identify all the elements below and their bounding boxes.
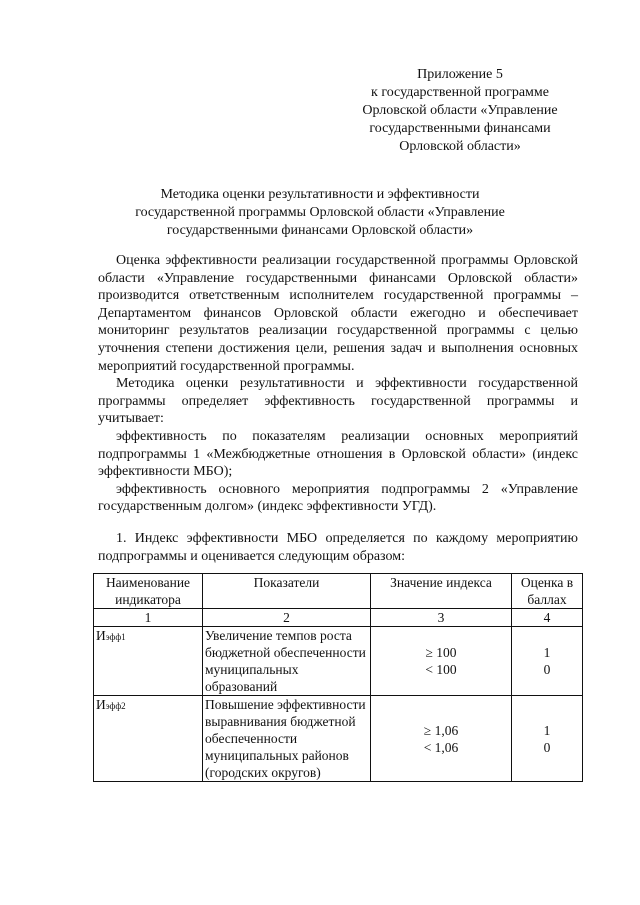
score-cell [512,696,583,782]
column-number: 1 [94,609,203,627]
document-body [98,252,578,565]
index-value: < 100 [425,662,457,677]
column-number: 3 [371,609,512,627]
table-header-row [94,574,583,609]
column-number: 4 [512,609,583,627]
column-header: Наименование индикатора [94,574,203,609]
indicator-symbol: И [96,697,106,712]
annex-line: Приложение 5 [417,67,503,82]
paragraph: эффективность по показателям реализации основных мероприятий подпрограммы 1 «Межбюджетные отношения в Орловской области» (индекс эффективности МБО); [98,428,578,480]
annex-line: Орловской области» [399,139,521,154]
indicator-cell [94,627,203,696]
column-header: Показатели [203,574,371,609]
index-table [93,573,583,782]
score-value: 1 [543,645,551,660]
index-value: ≥ 1,06 [423,722,459,738]
column-header: Значение индекса [371,574,512,609]
annex-header [330,66,590,156]
index-value-cell [371,696,512,782]
index-value: < 1,06 [423,739,459,755]
table-row [94,696,583,782]
index-value: ≥ 100 [425,645,457,660]
title-line: государственными финансами Орловской области» [166,223,474,238]
paragraph: 1. Индекс эффективности МБО определяется по каждому мероприятию подпрограммы и оценивается следующим образом: [98,530,578,564]
annex-line: государственными финансами [369,121,551,136]
indicator-text: Повышение эффективности выравнивания бюджетной обеспеченности муниципальных районов (городских округов) [203,696,371,782]
column-number: 2 [203,609,371,627]
index-value-cell [371,627,512,696]
paragraph: Оценка эффективности реализации государственной программы Орловской области «Управление государственными финансами Орловской области» производится ответственным исполнителем государственной программы – Департаментом финансов Орловской области ежегодно и обеспечивает мониторинг результатов реализации государственной программы с целью уточнения степени достижения цели, решения задач и выполнения основных мероприятий государственной программы. [98,253,578,374]
indicator-subscript: эфф1 [105,632,126,642]
table-number-row [94,609,583,627]
annex-line: Орловской области «Управление [362,103,558,118]
paragraph: Методика оценки результативности и эффективности государственной программы определяет эффективность государственной программы и учитывает: [98,376,578,427]
score-value: 1 [543,722,551,738]
title-line: государственной программы Орловской области «Управление [135,205,505,220]
score-value: 0 [543,662,551,677]
indicator-text: Увеличение темпов роста бюджетной обеспеченности муниципальных образований [203,627,371,696]
document-title [100,186,540,240]
table-row [94,627,583,696]
indicator-symbol: И [96,628,106,643]
indicator-cell [94,696,203,782]
score-cell [512,627,583,696]
paragraph: эффективность основного мероприятия подпрограммы 2 «Управление государственным долгом» (индекс эффективности УГД). [98,481,578,515]
score-value: 0 [543,739,551,755]
title-line: Методика оценки результативности и эффективности [160,187,480,202]
indicator-subscript: эфф2 [105,701,126,711]
annex-line: к государственной программе [371,85,549,100]
column-header: Оценка в баллах [512,574,583,609]
